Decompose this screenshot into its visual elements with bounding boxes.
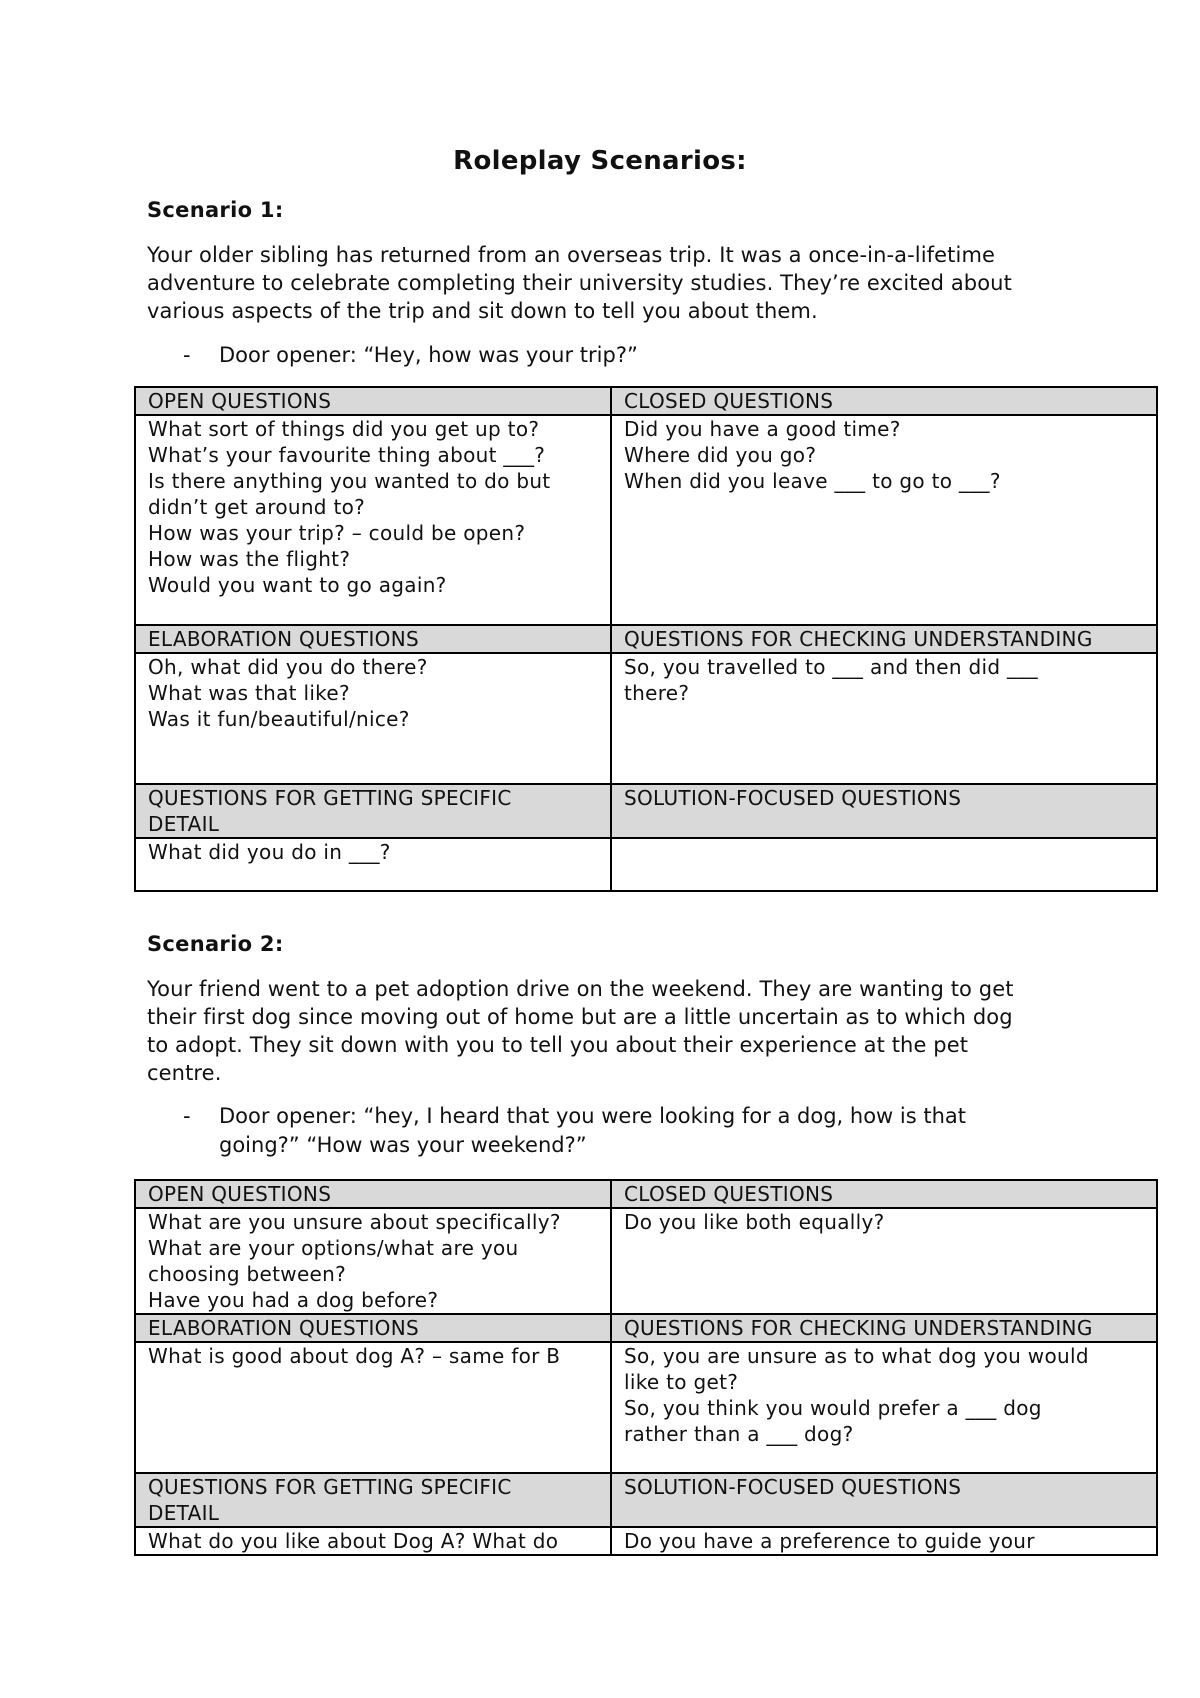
solution-focused-header: SOLUTION-FOCUSED QUESTIONS [611,784,1157,838]
door-opener-text: Door opener: “Hey, how was your trip?” [219,343,638,367]
bullet-dash: - [183,343,191,367]
checking-understanding-header: QUESTIONS FOR CHECKING UNDERSTANDING [611,625,1157,653]
checking-understanding-header: QUESTIONS FOR CHECKING UNDERSTANDING [611,1314,1157,1342]
elaboration-questions-header: ELABORATION QUESTIONS [135,1314,611,1342]
elaboration-questions-cell: Oh, what did you do there? What was that like? Was it fun/beautiful/nice? [135,653,611,784]
specific-detail-header: QUESTIONS FOR GETTING SPECIFIC DETAIL [135,1473,611,1527]
scenario-2-door-opener [147,1102,1027,1160]
scenario-1-heading: Scenario 1: [147,198,284,222]
open-questions-header: OPEN QUESTIONS [135,1180,611,1208]
solution-focused-header: SOLUTION-FOCUSED QUESTIONS [611,1473,1157,1527]
solution-focused-cell [611,838,1157,891]
scenario-1-door-opener [147,341,1087,370]
open-questions-header: OPEN QUESTIONS [135,387,611,415]
checking-understanding-cell: So, you are unsure as to what dog you would like to get? So, you think you would prefer a ___ dog rather than a ___ dog? [611,1342,1157,1473]
specific-detail-cell: What did you do in ___? [135,838,611,891]
checking-understanding-cell: So, you travelled to ___ and then did ___ there? [611,653,1157,784]
page-title: Roleplay Scenarios: [453,146,747,176]
open-questions-cell: What sort of things did you get up to? What’s your favourite thing about ___? Is there anything you wanted to do but didn’t get around to? How was your trip? – could be open? How was the flight? Would you want to go again? [135,415,611,625]
open-questions-cell: What are you unsure about specifically? What are your options/what are you choosing between? Have you had a dog before? [135,1208,611,1314]
closed-questions-header: CLOSED QUESTIONS [611,387,1157,415]
solution-focused-cell: Do you have a preference to guide your [611,1527,1157,1555]
scenario-2-description: Your friend went to a pet adoption drive on the weekend. They are wanting to get their first dog since moving out of home but are a little uncertain as to which dog to adopt. They sit down with you to tell you about their experience at the pet centre. [147,977,1014,1085]
bullet-dash: - [183,1104,191,1128]
elaboration-questions-cell: What is good about dog A? – same for B [135,1342,611,1473]
scenario-2-heading: Scenario 2: [147,932,284,956]
closed-questions-cell: Do you like both equally? [611,1208,1157,1314]
closed-questions-header: CLOSED QUESTIONS [611,1180,1157,1208]
scenario-2-question-table [134,1179,1158,1556]
scenario-1-description: Your older sibling has returned from an overseas trip. It was a once-in-a-lifetime adventure to celebrate completing their university studies. They’re excited about various aspects of the trip and sit down to tell you about them. [147,243,1012,323]
elaboration-questions-header: ELABORATION QUESTIONS [135,625,611,653]
door-opener-text: Door opener: “hey, I heard that you were looking for a dog, how is that going?” “How was your weekend?” [219,1104,966,1157]
scenario-1-question-table [134,386,1158,892]
specific-detail-cell: What do you like about Dog A? What do [135,1527,611,1555]
specific-detail-header: QUESTIONS FOR GETTING SPECIFIC DETAIL [135,784,611,838]
closed-questions-cell: Did you have a good time? Where did you go? When did you leave ___ to go to ___? [611,415,1157,625]
